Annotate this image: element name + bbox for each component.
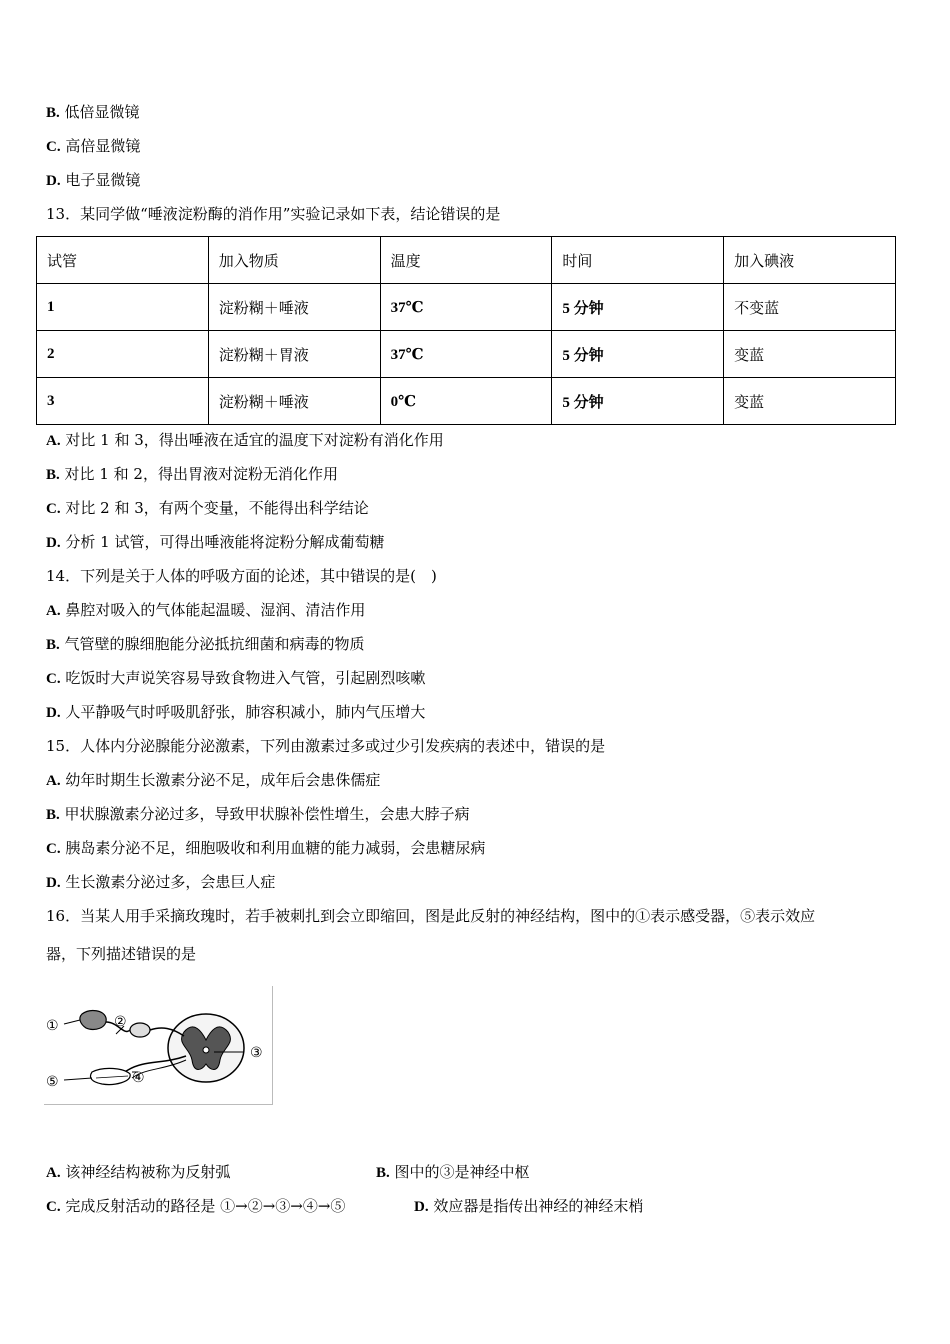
q13-option-c: C. 对比 2 和 3，有两个变量，不能得出科学结论: [46, 499, 369, 517]
q14-stem: 14．下列是关于人体的呼吸方面的论述，其中错误的是( ): [46, 567, 437, 585]
label-5: ⑤: [46, 1074, 59, 1090]
q12-option-c: C. 高倍显微镜: [46, 137, 141, 155]
q16-stem-line2: 器，下列描述错误的是: [46, 945, 197, 963]
label-line-5: [64, 1078, 92, 1080]
label-3: ③: [250, 1045, 263, 1061]
table-cell: 变蓝: [724, 331, 896, 378]
q15-stem: 15．人体内分泌腺能分泌激素，下列由激素过多或过少引发疾病的表述中，错误的是: [46, 737, 606, 755]
table-row: [37, 378, 896, 425]
q13-option-b: B. 对比 1 和 2，得出胃液对淀粉无消化作用: [46, 465, 338, 483]
table-cell: 5 分钟: [552, 284, 724, 331]
table-cell: 3: [37, 378, 209, 425]
table-cell: 37℃: [380, 331, 552, 378]
receptor-skin: [80, 1011, 106, 1030]
table-header-row: [37, 237, 896, 284]
q16-option-a: A. 该神经结构被称为反射弧: [46, 1163, 231, 1181]
table-header-cell: 时间: [552, 237, 724, 284]
q16-stem-line1: 16．当某人用手采摘玫瑰时，若手被刺扎到会立即缩回，图是此反射的神经结构，图中的①表示感受器，⑤表示效应: [46, 907, 816, 925]
q16-option-c: C. 完成反射活动的路径是 ①→②→③→④→⑤: [46, 1197, 346, 1215]
table-cell: 2: [37, 331, 209, 378]
table-cell: 5 分钟: [552, 331, 724, 378]
table-header-cell: 温度: [380, 237, 552, 284]
q15-option-d: D. 生长激素分泌过多，会患巨人症: [46, 873, 276, 891]
table-header-cell: 加入物质: [208, 237, 380, 284]
reflex-arc-figure: [44, 986, 273, 1105]
table-row: [37, 284, 896, 331]
label-2: ②: [114, 1014, 127, 1030]
table-cell: 1: [37, 284, 209, 331]
table-cell: 变蓝: [724, 378, 896, 425]
q16-option-b: B. 图中的③是神经中枢: [376, 1163, 530, 1181]
table-header-cell: 加入碘液: [724, 237, 896, 284]
table-cell: 淀粉糊＋胃液: [208, 331, 380, 378]
q16-option-d: D. 效应器是指传出神经的神经末梢: [414, 1197, 644, 1215]
label-line-1: [64, 1020, 80, 1024]
experiment-table: [36, 236, 896, 425]
central-canal: [203, 1047, 209, 1053]
q12-option-b: B. 低倍显微镜: [46, 103, 140, 121]
q14-option-c: C. 吃饭时大声说笑容易导致食物进入气管，引起剧烈咳嗽: [46, 669, 426, 687]
label-4: ④: [132, 1070, 145, 1086]
table-cell: 不变蓝: [724, 284, 896, 331]
q14-option-d: D. 人平静吸气时呼吸肌舒张，肺容积减小，肺内气压增大: [46, 703, 426, 721]
table-cell: 淀粉糊＋唾液: [208, 378, 380, 425]
q13-stem: 13．某同学做“唾液淀粉酶的消作用”实验记录如下表，结论错误的是: [46, 205, 501, 223]
q14-option-b: B. 气管壁的腺细胞能分泌抵抗细菌和病毒的物质: [46, 635, 365, 653]
q15-option-c: C. 胰岛素分泌不足，细胞吸收和利用血糖的能力减弱，会患糖尿病: [46, 839, 486, 857]
q15-option-a: A. 幼年时期生长激素分泌不足，成年后会患侏儒症: [46, 771, 381, 789]
q13-option-a: A. 对比 1 和 3，得出唾液在适宜的温度下对淀粉有消化作用: [46, 431, 444, 449]
q13-option-d: D. 分析 1 试管，可得出唾液能将淀粉分解成葡萄糖: [46, 533, 385, 551]
table-header-cell: 试管: [37, 237, 209, 284]
table-cell: 0℃: [380, 378, 552, 425]
table-cell: 37℃: [380, 284, 552, 331]
q14-option-a: A. 鼻腔对吸入的气体能起温暖、湿润、清洁作用: [46, 601, 366, 619]
label-1: ①: [46, 1018, 59, 1034]
table-cell: 5 分钟: [552, 378, 724, 425]
q15-option-b: B. 甲状腺激素分泌过多，导致甲状腺补偿性增生，会患大脖子病: [46, 805, 470, 823]
table-cell: 淀粉糊＋唾液: [208, 284, 380, 331]
reflex-arc-diagram: [44, 986, 272, 1104]
q12-option-d: D. 电子显微镜: [46, 171, 141, 189]
ganglion: [130, 1023, 150, 1037]
table-row: [37, 331, 896, 378]
